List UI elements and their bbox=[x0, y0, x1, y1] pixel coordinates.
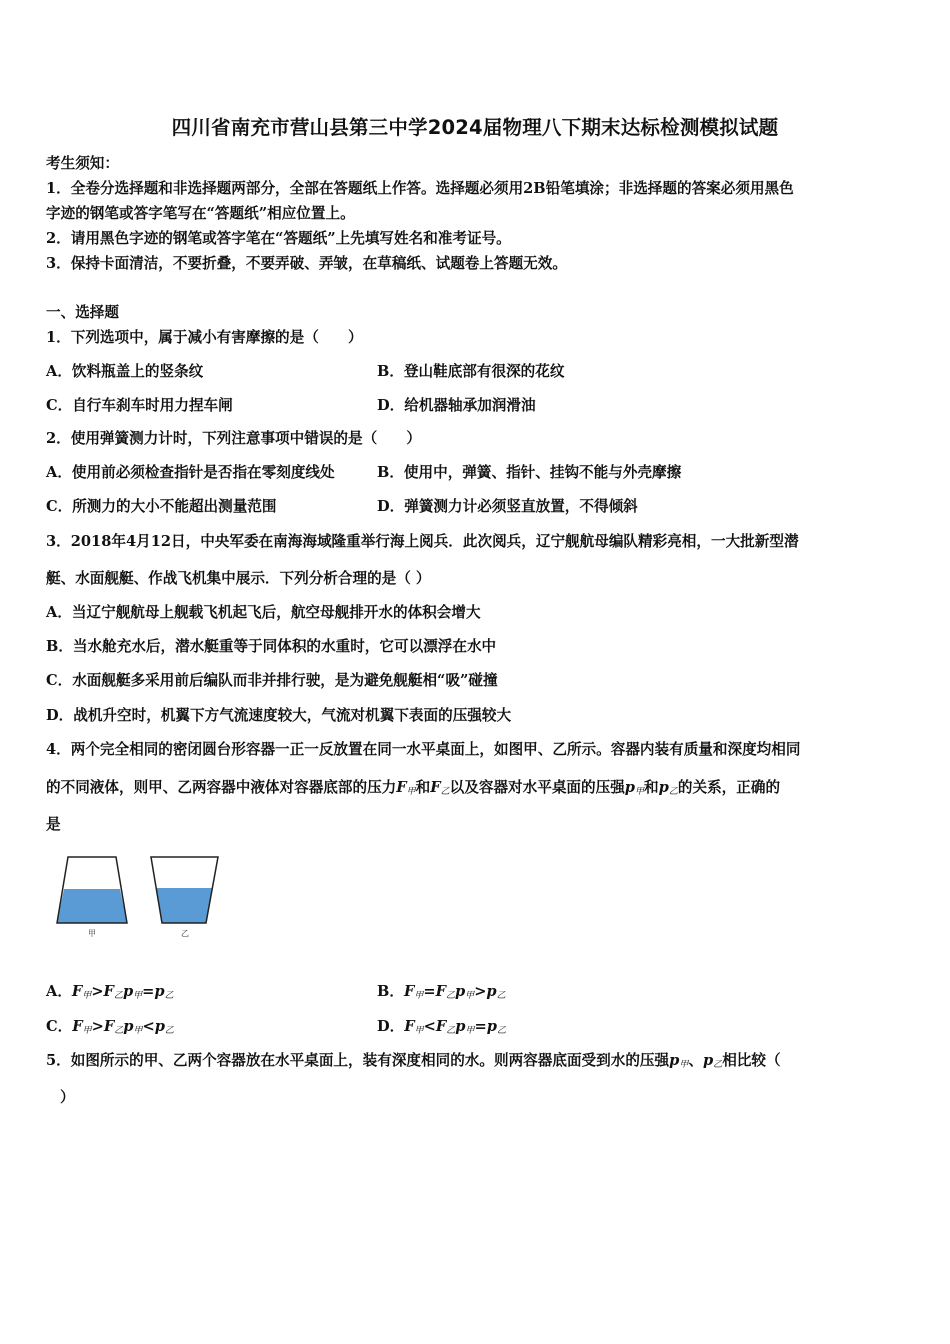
q4-F-jia: $F_甲$ bbox=[396, 779, 416, 797]
q4-text-c: 的关系，正确的 bbox=[677, 779, 781, 796]
q4-text-a: 的不同液体，则甲、乙两容器中液体对容器底部的压力 bbox=[46, 779, 397, 796]
question-2-option-a: A．使用前必须检查指针是否指在零刻度线处 bbox=[46, 464, 335, 481]
question-1-option-c: C．自行车刹车时用力捏车闸 bbox=[46, 397, 233, 414]
question-3-option-c: C．水面舰艇多采用前后编队而非并排行驶，是为避免舰艇相“吸”碰撞 bbox=[46, 672, 498, 689]
figure-label-yi: 乙 bbox=[181, 929, 189, 938]
question-3-option-a: A．当辽宁舰航母上舰载飞机起飞后，航空母舰排开水的体积会增大 bbox=[46, 604, 481, 621]
container-jia-liquid bbox=[57, 889, 127, 923]
question-1-stem: 1．下列选项中，属于减小有害摩擦的是（ ） bbox=[46, 329, 363, 346]
notice-item-1: 1．全卷分选择题和非选择题两部分，全部在答题纸上作答。选择题必须用2B铅笔填涂；非选择题的答案必须用黑色 bbox=[46, 180, 794, 197]
containers-figure bbox=[52, 852, 232, 948]
question-2-option-c: C．所测力的大小不能超出测量范围 bbox=[46, 498, 277, 515]
question-4-option-c: C．$F_甲>F_乙p_甲<p_乙$ bbox=[46, 1018, 174, 1036]
notice-item-3: 3．保持卡面清洁，不要折叠，不要弄破、弄皱，在草稿纸、试题卷上答题无效。 bbox=[46, 255, 567, 272]
q4-p-yi: $p_乙$ bbox=[658, 779, 678, 797]
question-1-option-d: D．给机器轴承加润滑油 bbox=[377, 397, 536, 414]
question-2-option-d: D．弹簧测力计必须竖直放置，不得倾斜 bbox=[377, 498, 638, 515]
question-3-stem-line1: 3．2018年4月12日，中央军委在南海海域隆重举行海上阅兵．此次阅兵，辽宁舰航母编队精彩亮相，一大批新型潜 bbox=[46, 533, 799, 550]
question-5-stem-line1: 5．如图所示的甲、乙两个容器放在水平桌面上，装有深度相同的水。则两容器底面受到水的压强$p_甲$、$p_乙$相比较（ bbox=[46, 1052, 781, 1070]
question-4-stem-line2 bbox=[46, 776, 780, 797]
notice-item-1-cont: 字迹的钢笔或答字笔写在“答题纸”相应位置上。 bbox=[46, 205, 355, 222]
question-1-option-b: B．登山鞋底部有很深的花纹 bbox=[377, 363, 565, 380]
question-1-option-a: A．饮料瓶盖上的竖条纹 bbox=[46, 363, 204, 380]
section-heading: 一、选择题 bbox=[46, 304, 119, 321]
q4-and-2: 和 bbox=[644, 779, 659, 796]
question-4-option-b: B．$F_甲=F_乙p_甲>p_乙$ bbox=[377, 983, 506, 1001]
containers-diagram bbox=[52, 852, 232, 944]
notice-item-2: 2．请用黑色字迹的钢笔或答字笔在“答题纸”上先填写姓名和准考证号。 bbox=[46, 230, 511, 247]
q4-and: 和 bbox=[415, 779, 431, 796]
q4-p-jia: $p_甲$ bbox=[624, 779, 645, 797]
question-2-stem: 2．使用弹簧测力计时，下列注意事项中错误的是（ ） bbox=[46, 430, 422, 447]
question-4-option-a: A．$F_甲>F_乙p_甲=p_乙$ bbox=[46, 983, 174, 1001]
figure-label-jia: 甲 bbox=[88, 929, 96, 938]
question-2-option-b: B．使用中，弹簧、指针、挂钩不能与外壳摩擦 bbox=[377, 464, 682, 481]
q4-F-yi: $F_乙$ bbox=[430, 779, 450, 797]
question-3-option-d: D．战机升空时，机翼下方气流速度较大，气流对机翼下表面的压强较大 bbox=[46, 707, 512, 724]
question-3-stem-line2: 艇、水面舰艇、作战飞机集中展示．下列分析合理的是（ ） bbox=[46, 570, 431, 587]
question-4-stem-line3: 是 bbox=[46, 816, 61, 833]
question-4-option-d: D．$F_甲<F_乙p_甲=p_乙$ bbox=[377, 1018, 506, 1036]
question-4-stem-line1: 4．两个完全相同的密闭圆台形容器一正一反放置在同一水平桌面上，如图甲、乙所示。容器内装有质量和深度均相同 bbox=[46, 741, 801, 758]
question-3-option-b: B．当水舱充水后，潜水艇重等于同体积的水重时，它可以漂浮在水中 bbox=[46, 638, 497, 655]
container-yi-liquid bbox=[156, 888, 212, 923]
page-title: 四川省南充市营山县第三中学2024届物理八下期末达标检测模拟试题 bbox=[171, 116, 779, 139]
notice-heading: 考生须知： bbox=[46, 155, 119, 172]
question-5-stem-line2: ） bbox=[60, 1089, 75, 1106]
q4-text-b: 以及容器对水平桌面的压强 bbox=[449, 779, 625, 796]
